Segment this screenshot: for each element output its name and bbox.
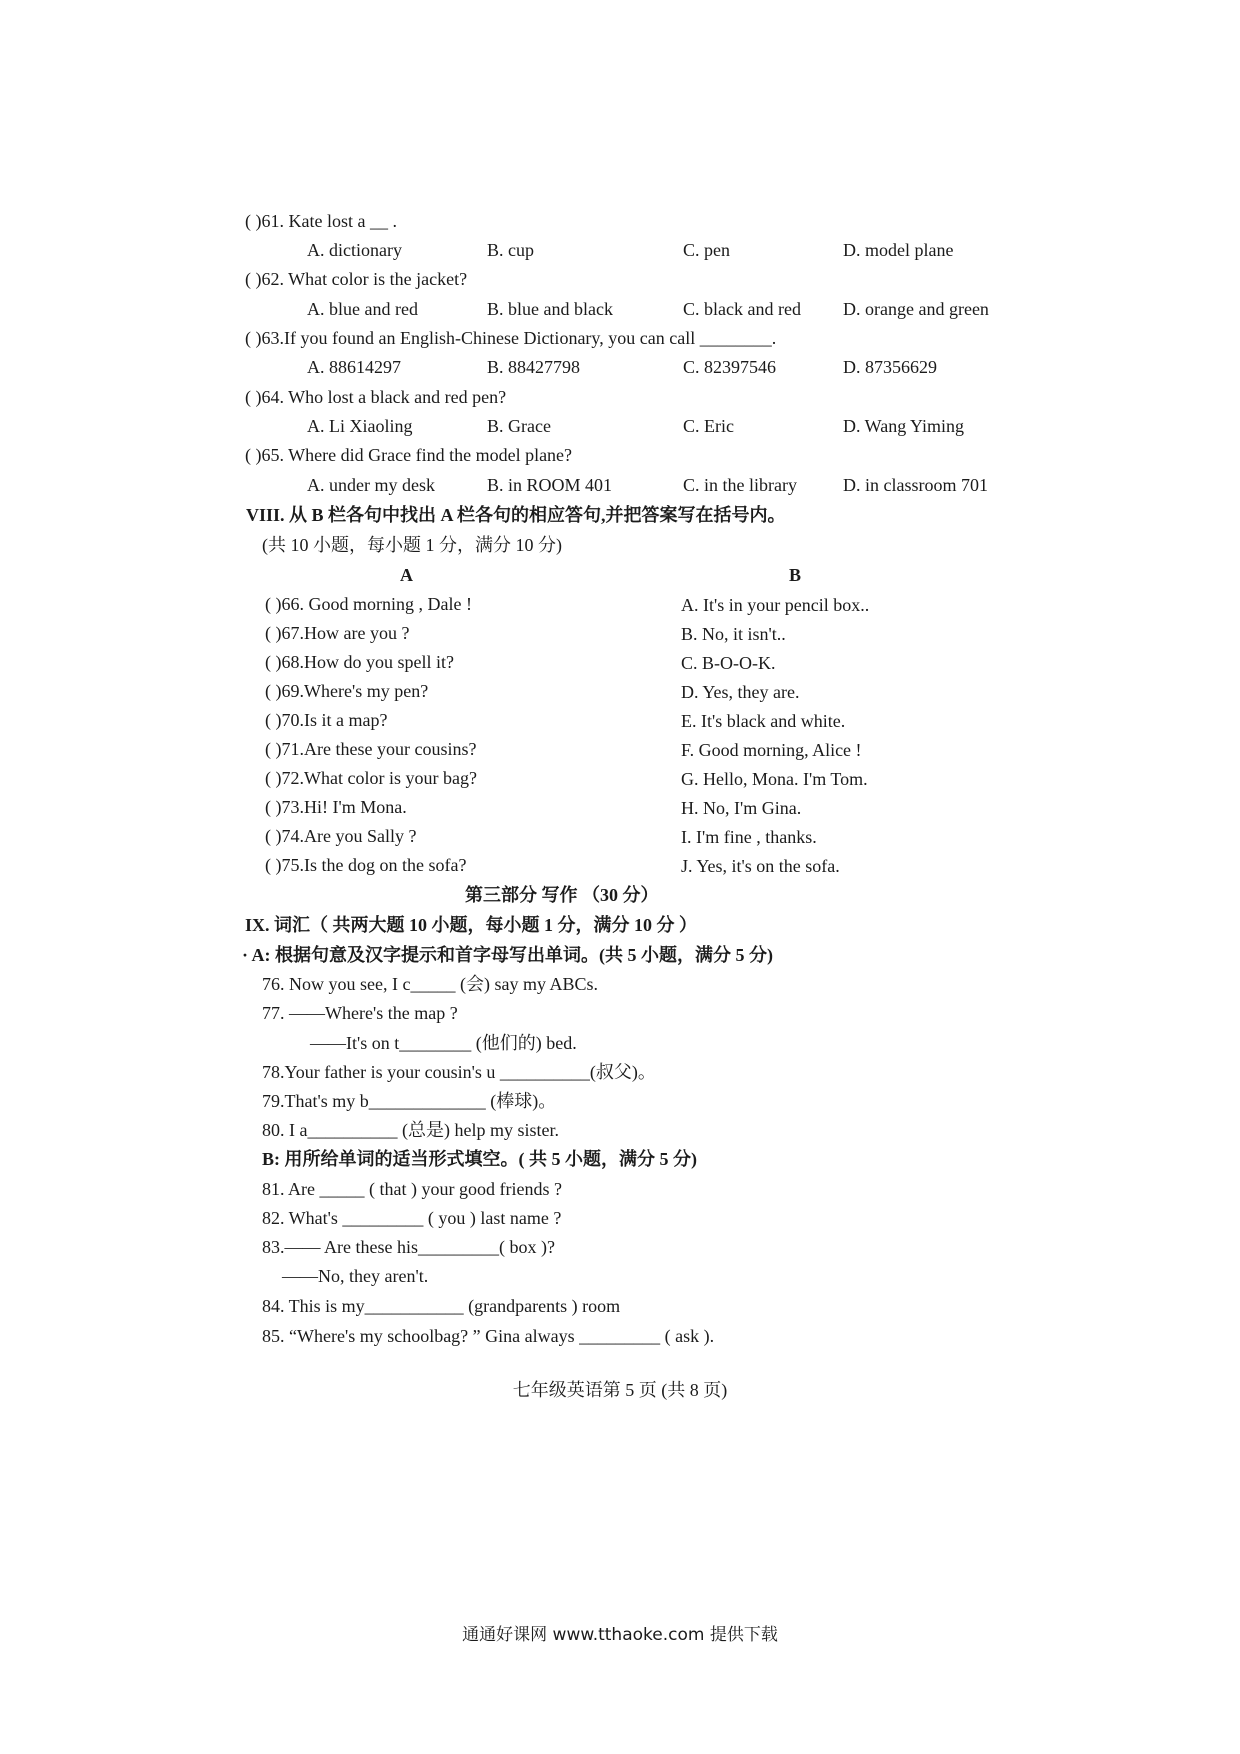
match-a-75: ( )75.Is the dog on the sofa? (265, 855, 467, 875)
match-b-j: J. Yes, it's on the sofa. (681, 856, 840, 876)
question-62-option-b: B. blue and black (487, 299, 613, 319)
section-9-title: IX. 词汇（ 共两大题 10 小题，每小题 1 分，满分 10 分 ） (245, 915, 698, 935)
question-62-option-d: D. orange and green (843, 299, 989, 319)
question-65-option-b: B. in ROOM 401 (487, 475, 613, 495)
question-61-stem: ( )61. Kate lost a __ . (245, 211, 397, 231)
column-a-heading: A (400, 565, 413, 585)
match-a-72: ( )72.What color is your bag? (265, 768, 477, 788)
question-61-option-a: A. dictionary (307, 240, 402, 260)
section-9-part-a-title: · A: 根据句意及汉字提示和首字母写出单词。(共 5 小题，满分 5 分) (242, 945, 773, 965)
question-78: 78.Your father is your cousin's u __________(叔父)。 (262, 1062, 656, 1082)
page-number-footer: 七年级英语第 5 页 (共 8 页) (512, 1380, 728, 1400)
question-65-option-a: A. under my desk (307, 475, 435, 495)
match-a-66: ( )66. Good morning , Dale ! (265, 594, 472, 614)
question-77-prompt: 77. ——Where's the map ? (262, 1003, 458, 1023)
match-a-74: ( )74.Are you Sally ? (265, 826, 417, 846)
question-64-option-d: D. Wang Yiming (843, 416, 965, 436)
match-b-d: D. Yes, they are. (681, 682, 800, 702)
question-63-stem: ( )63.If you found an English-Chinese Dictionary, you can call ________. (245, 328, 777, 348)
question-76: 76. Now you see, I c_____ (会) say my ABCs. (262, 974, 598, 994)
download-watermark-footer: 通通好课网 www.tthaoke.com 提供下载 (462, 1625, 778, 1645)
section-8-subtitle: (共 10 小题，每小题 1 分，满分 10 分) (262, 535, 562, 555)
match-b-a: A. It's in your pencil box.. (681, 595, 870, 615)
match-b-f: F. Good morning, Alice ! (681, 740, 862, 760)
match-b-c: C. B-O-O-K. (681, 653, 776, 673)
question-64-option-b: B. Grace (487, 416, 551, 436)
match-b-b: B. No, it isn't.. (681, 624, 786, 644)
question-64-option-a: A. Li Xiaoling (307, 416, 413, 436)
question-62-option-c: C. black and red (683, 299, 801, 319)
section-9-part-b-title: B: 用所给单词的适当形式填空。( 共 5 小题，满分 5 分) (262, 1149, 697, 1169)
question-61-option-d: D. model plane (843, 240, 954, 260)
question-61-option-c: C. pen (683, 240, 730, 260)
match-b-e: E. It's black and white. (681, 711, 846, 731)
match-a-71: ( )71.Are these your cousins? (265, 739, 477, 759)
question-79: 79.That's my b_____________ (棒球)。 (262, 1091, 557, 1111)
match-a-67: ( )67.How are you ? (265, 623, 410, 643)
question-61-option-b: B. cup (487, 240, 534, 260)
column-b-heading: B (789, 565, 802, 585)
question-65-stem: ( )65. Where did Grace find the model plane? (245, 445, 573, 465)
question-80: 80. I a__________ (总是) help my sister. (262, 1120, 559, 1140)
question-65-option-d: D. in classroom 701 (843, 475, 988, 495)
question-82: 82. What's _________ ( you ) last name ? (262, 1208, 562, 1228)
question-63-option-a: A. 88614297 (307, 357, 401, 377)
question-84: 84. This is my___________ (grandparents ) room (262, 1296, 621, 1316)
question-62-option-a: A. blue and red (307, 299, 418, 319)
match-a-68: ( )68.How do you spell it? (265, 652, 454, 672)
question-62-stem: ( )62. What color is the jacket? (245, 269, 468, 289)
question-63-option-d: D. 87356629 (843, 357, 937, 377)
section-8-title: VIII. 从 B 栏各句中找出 A 栏各句的相应答句,并把答案写在括号内。 (246, 505, 786, 525)
question-77-answer: ——It's on t________ (他们的) bed. (310, 1033, 577, 1053)
match-a-73: ( )73.Hi! I'm Mona. (265, 797, 407, 817)
question-83-answer: ——No, they aren't. (282, 1266, 429, 1286)
match-b-h: H. No, I'm Gina. (681, 798, 802, 818)
question-63-option-c: C. 82397546 (683, 357, 777, 377)
part-3-heading: 第三部分 写作 （30 分） (465, 885, 659, 905)
question-63-option-b: B. 88427798 (487, 357, 581, 377)
question-81: 81. Are _____ ( that ) your good friends ? (262, 1179, 562, 1199)
question-65-option-c: C. in the library (683, 475, 797, 495)
match-b-g: G. Hello, Mona. I'm Tom. (681, 769, 868, 789)
match-b-i: I. I'm fine , thanks. (681, 827, 817, 847)
question-83-prompt: 83.—— Are these his_________( box )? (262, 1237, 555, 1257)
question-64-option-c: C. Eric (683, 416, 734, 436)
match-a-70: ( )70.Is it a map? (265, 710, 388, 730)
question-85: 85. “Where's my schoolbag? ” Gina always _________ ( ask ). (262, 1326, 715, 1346)
question-64-stem: ( )64. Who lost a black and red pen? (245, 387, 507, 407)
match-a-69: ( )69.Where's my pen? (265, 681, 429, 701)
